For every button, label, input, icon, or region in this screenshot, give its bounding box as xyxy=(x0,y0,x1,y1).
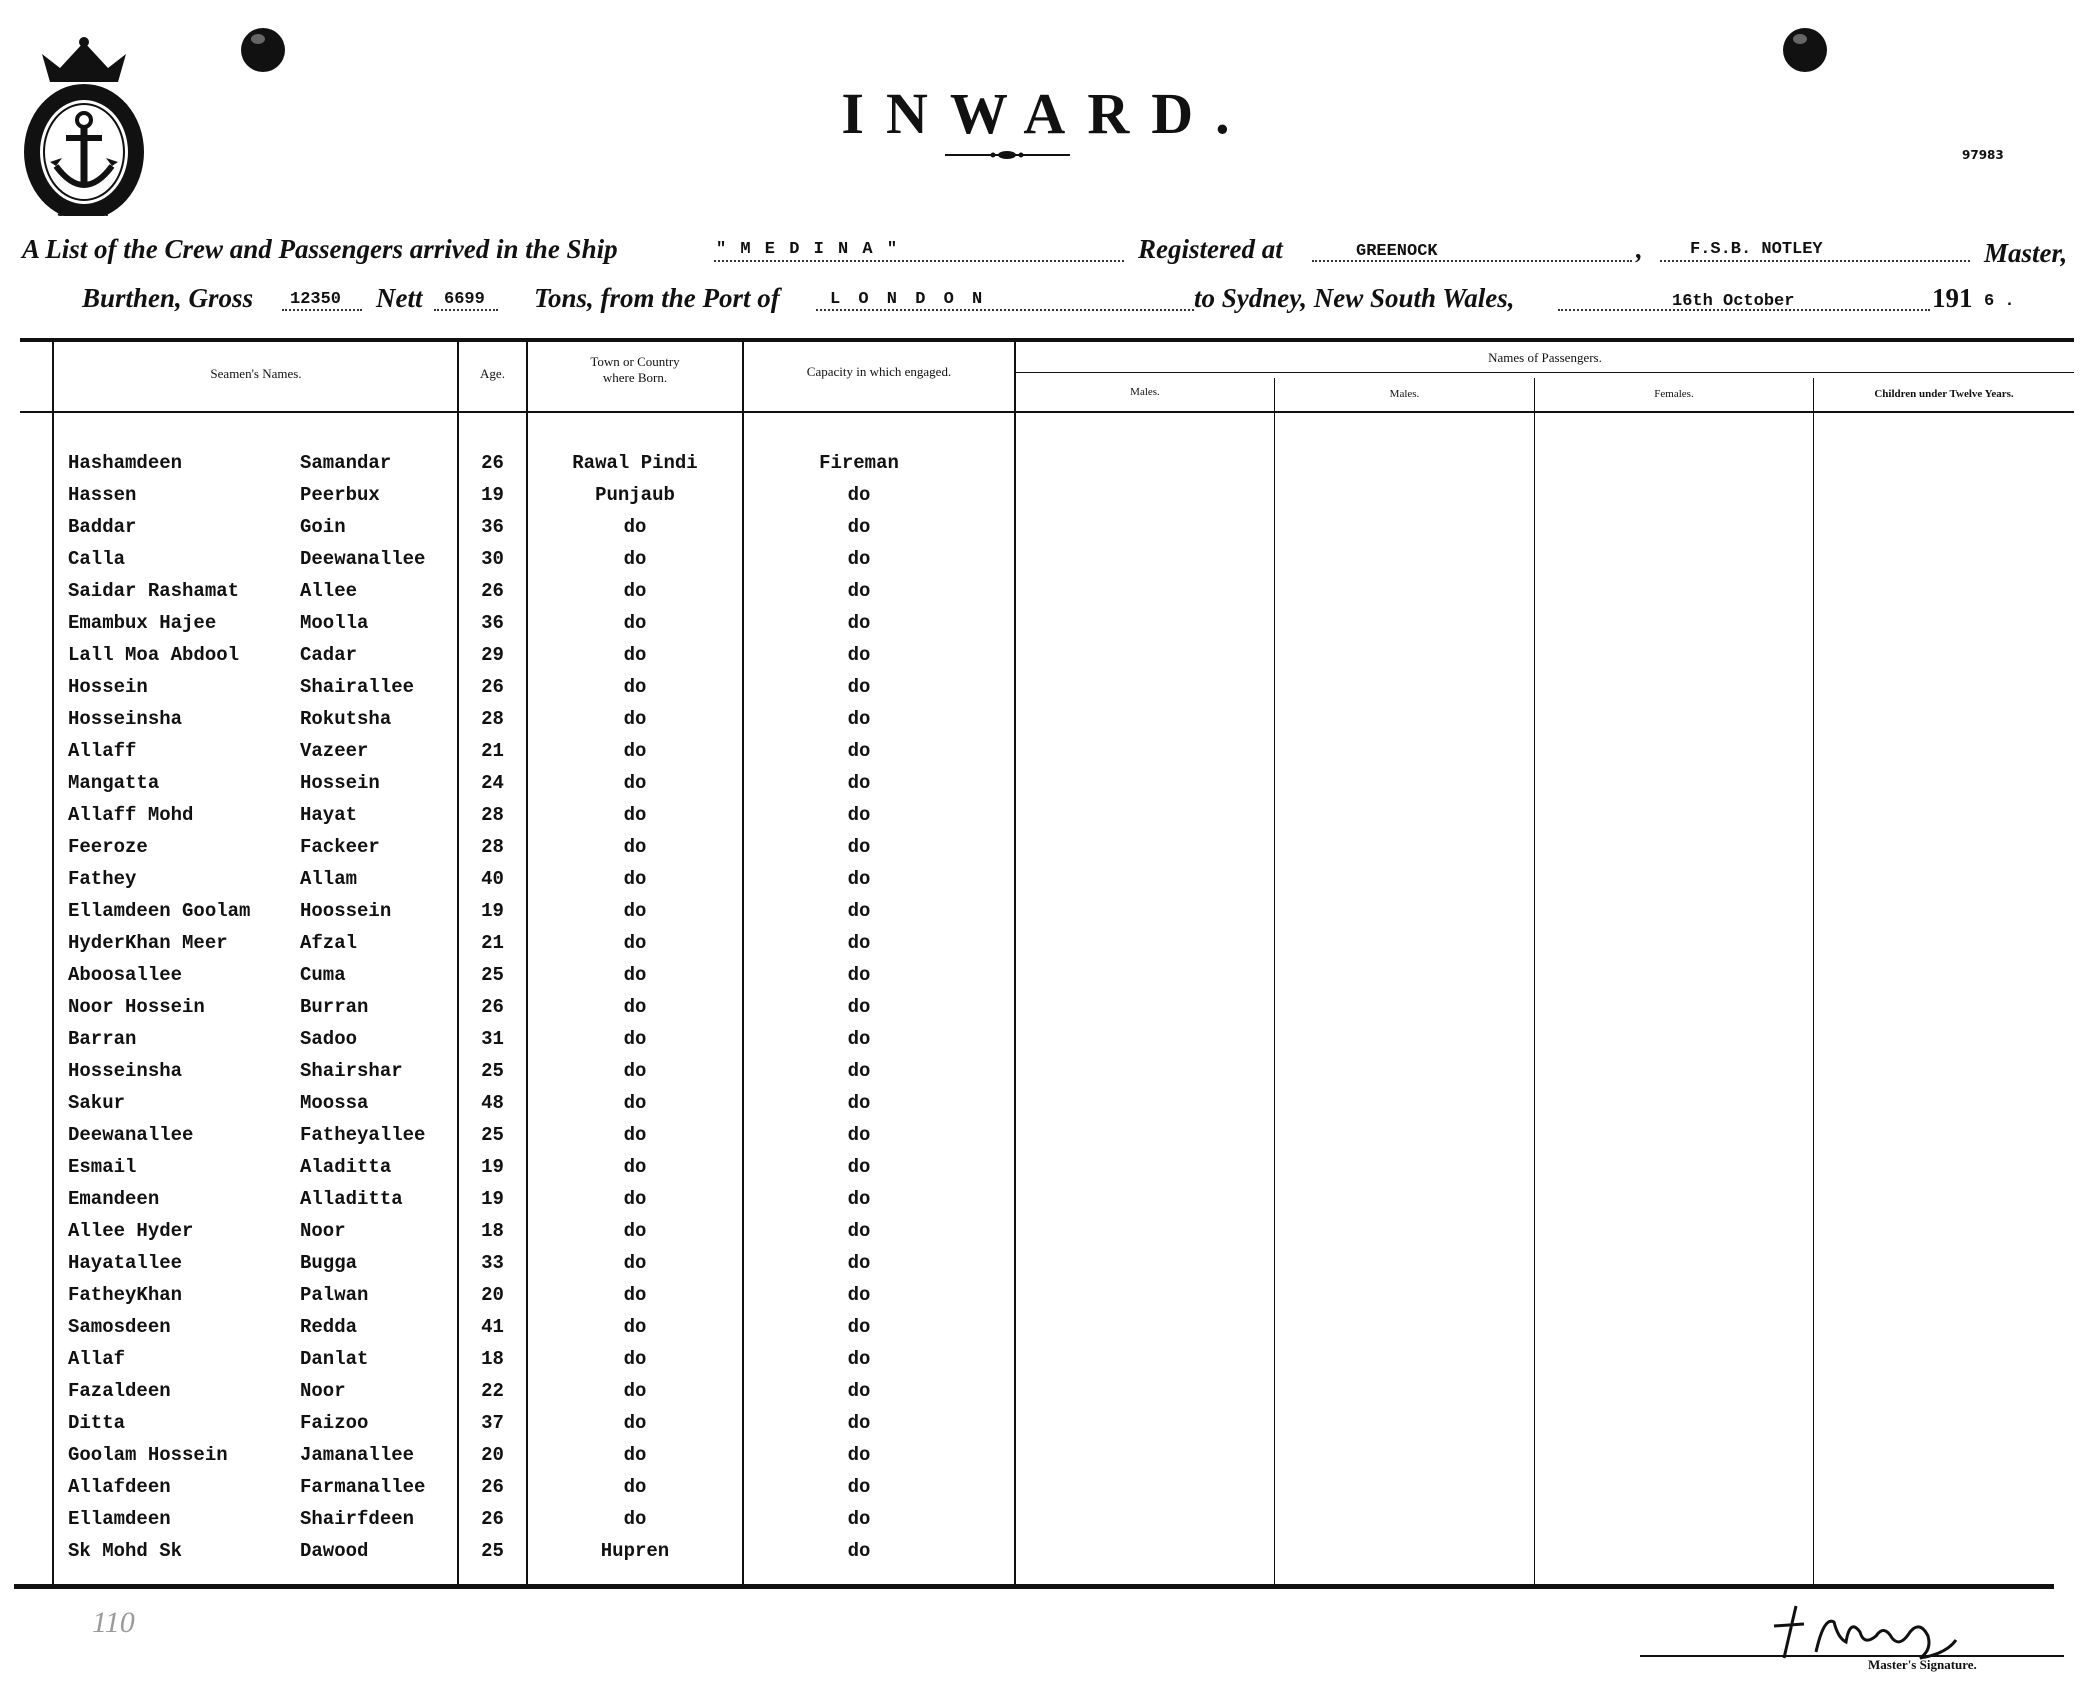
header-males-2: Males. xyxy=(1389,388,1420,400)
crew-capacity: do xyxy=(847,676,871,698)
crew-last-name: Samandar xyxy=(300,452,392,474)
crew-age: 31 xyxy=(481,1028,504,1050)
crew-age: 18 xyxy=(481,1348,504,1370)
punch-hole-left xyxy=(241,28,285,72)
crew-age: 26 xyxy=(481,1476,504,1498)
crew-capacity: do xyxy=(847,1412,871,1434)
crew-age: 19 xyxy=(481,484,504,506)
crew-last-name: Dawood xyxy=(300,1540,369,1562)
crew-first-name: Allee Hyder xyxy=(68,1220,194,1242)
crew-last-name: Deewanallee xyxy=(300,548,426,570)
header-age: Age. xyxy=(480,366,505,381)
crew-town-born: do xyxy=(623,516,647,538)
crew-capacity: do xyxy=(847,836,871,858)
crew-age: 26 xyxy=(481,452,504,474)
header-females: Females. xyxy=(1654,388,1694,400)
crew-age: 33 xyxy=(481,1252,504,1274)
crew-town-born: do xyxy=(623,1476,647,1498)
master-name: F.S.B. NOTLEY xyxy=(1690,240,1823,259)
master-signature-label: Master's Signature. xyxy=(1868,1657,1977,1672)
table-top-rule xyxy=(20,338,2074,342)
crew-first-name: Ditta xyxy=(68,1412,126,1434)
crew-capacity: do xyxy=(847,1284,871,1306)
crew-capacity: do xyxy=(847,996,871,1018)
crew-first-name: Hayatallee xyxy=(68,1252,183,1274)
crew-last-name: Hossein xyxy=(300,772,380,794)
handwritten-signature-icon xyxy=(1760,1598,1960,1662)
crew-last-name: Allam xyxy=(300,868,358,890)
crew-last-name: Fackeer xyxy=(300,836,380,858)
col-rule-passengers xyxy=(1014,340,1016,1584)
crew-last-name: Alladitta xyxy=(300,1188,403,1210)
crew-town-born: do xyxy=(623,1316,647,1338)
crew-first-name: Fazaldeen xyxy=(68,1380,171,1402)
crew-town-born: do xyxy=(623,900,647,922)
crew-town-born: do xyxy=(623,1348,647,1370)
crew-town-born: do xyxy=(623,1284,647,1306)
crew-last-name: Goin xyxy=(300,516,346,538)
crew-first-name: Mangatta xyxy=(68,772,160,794)
crew-town-born: do xyxy=(623,804,647,826)
crew-capacity: do xyxy=(847,868,871,890)
crew-town-born: do xyxy=(623,868,647,890)
crew-age: 26 xyxy=(481,580,504,602)
crew-age: 36 xyxy=(481,516,504,538)
crew-last-name: Moossa xyxy=(300,1092,369,1114)
crew-first-name: FatheyKhan xyxy=(68,1284,183,1306)
crew-last-name: Hoossein xyxy=(300,900,392,922)
crew-town-born: do xyxy=(623,1060,647,1082)
crew-last-name: Jamanallee xyxy=(300,1444,415,1466)
crew-capacity: do xyxy=(847,548,871,570)
crew-age: 19 xyxy=(481,1156,504,1178)
arrival-date: 16th October xyxy=(1672,292,1795,311)
header-seamens-names: Seamen's Names. xyxy=(210,366,302,381)
crew-town-born: do xyxy=(623,1188,647,1210)
crew-first-name: Ellamdeen Goolam xyxy=(68,900,251,922)
title-ornament-icon xyxy=(945,150,1070,160)
crew-first-name: Hosseinsha xyxy=(68,708,183,730)
crew-age: 19 xyxy=(481,900,504,922)
crew-capacity: do xyxy=(847,1060,871,1082)
crew-age: 25 xyxy=(481,1124,504,1146)
crew-first-name: Allaff xyxy=(68,740,137,762)
crew-town-born: do xyxy=(623,580,647,602)
crew-age: 26 xyxy=(481,676,504,698)
port-of-departure: L O N D O N xyxy=(830,290,987,309)
crew-first-name: Baddar xyxy=(68,516,137,538)
crew-last-name: Farmanallee xyxy=(300,1476,426,1498)
crew-last-name: Aladitta xyxy=(300,1156,392,1178)
crew-last-name: Fatheyallee xyxy=(300,1124,426,1146)
registered-port: GREENOCK xyxy=(1356,242,1438,261)
crew-age: 40 xyxy=(481,868,504,890)
crew-capacity: do xyxy=(847,1028,871,1050)
crew-last-name: Hayat xyxy=(300,804,358,826)
year-prefix: 191 xyxy=(1932,283,1973,313)
crew-capacity: do xyxy=(847,1220,871,1242)
header-bottom-rule xyxy=(20,411,2074,413)
crew-town-born: do xyxy=(623,1508,647,1530)
crew-capacity: do xyxy=(847,1476,871,1498)
passenger-header-rule xyxy=(1016,372,2074,373)
crew-town-born: do xyxy=(623,548,647,570)
crew-capacity: do xyxy=(847,1252,871,1274)
crew-capacity: do xyxy=(847,1444,871,1466)
crew-first-name: Lall Moa Abdool xyxy=(68,644,240,666)
crew-last-name: Burran xyxy=(300,996,369,1018)
crew-town-born: do xyxy=(623,612,647,634)
table-bottom-rule xyxy=(14,1584,2054,1589)
crew-age: 41 xyxy=(481,1316,504,1338)
crew-last-name: Shairallee xyxy=(300,676,415,698)
crew-capacity: do xyxy=(847,1508,871,1530)
crew-last-name: Shairshar xyxy=(300,1060,403,1082)
crew-last-name: Shairfdeen xyxy=(300,1508,415,1530)
registered-comma: , xyxy=(1636,234,1643,264)
crew-first-name: Ellamdeen xyxy=(68,1508,171,1530)
crew-town-born: do xyxy=(623,1092,647,1114)
crew-town-born: do xyxy=(623,1124,647,1146)
punch-hole-right xyxy=(1783,28,1827,72)
crew-age: 30 xyxy=(481,548,504,570)
crew-first-name: Hashamdeen xyxy=(68,452,183,474)
crew-town-born: do xyxy=(623,772,647,794)
crew-age: 25 xyxy=(481,1060,504,1082)
ship-name: " M E D I N A " xyxy=(716,240,900,259)
crew-age: 37 xyxy=(481,1412,504,1434)
col-rule-left xyxy=(52,340,54,1584)
port-dotline xyxy=(816,309,1194,311)
crew-town-born: do xyxy=(623,676,647,698)
header-town: Town or Country where Born. xyxy=(590,354,680,385)
crew-capacity: do xyxy=(847,804,871,826)
crew-first-name: Barran xyxy=(68,1028,137,1050)
crew-first-name: Sk Mohd Sk xyxy=(68,1540,183,1562)
crew-town-born: do xyxy=(623,1220,647,1242)
crew-first-name: Fathey xyxy=(68,868,137,890)
crew-first-name: Samosdeen xyxy=(68,1316,171,1338)
crew-capacity: do xyxy=(847,1540,871,1562)
burthen-gross-label: Burthen, Gross xyxy=(82,283,254,313)
crew-town-born: do xyxy=(623,708,647,730)
crew-last-name: Faizoo xyxy=(300,1412,369,1434)
crew-last-name: Rokutsha xyxy=(300,708,392,730)
crew-town-born: do xyxy=(623,1444,647,1466)
crew-first-name: HyderKhan Meer xyxy=(68,932,228,954)
crew-last-name: Allee xyxy=(300,580,358,602)
year-suffix: 6 . xyxy=(1984,292,2015,311)
page-title: INWARD. xyxy=(841,81,1252,146)
crew-town-born: Punjaub xyxy=(595,484,675,506)
crew-age: 24 xyxy=(481,772,504,794)
crew-first-name: Calla xyxy=(68,548,126,570)
crew-first-name: Allaff Mohd xyxy=(68,804,194,826)
crew-capacity: do xyxy=(847,580,871,602)
crew-last-name: Redda xyxy=(300,1316,358,1338)
crew-last-name: Noor xyxy=(300,1380,346,1402)
crew-age: 36 xyxy=(481,612,504,634)
master-label: Master, xyxy=(1984,238,2068,268)
crew-capacity: do xyxy=(847,484,871,506)
crew-first-name: Deewanallee xyxy=(68,1124,194,1146)
registered-label: Registered at xyxy=(1138,234,1283,264)
crew-age: 26 xyxy=(481,1508,504,1530)
crew-list-intro: A List of the Crew and Passengers arrived in the Ship xyxy=(22,234,618,264)
crew-age: 29 xyxy=(481,644,504,666)
crew-age: 25 xyxy=(481,1540,504,1562)
header-males-1: Males. xyxy=(1130,386,1160,398)
crew-town-born: do xyxy=(623,1156,647,1178)
crew-age: 20 xyxy=(481,1444,504,1466)
header-children: Children under Twelve Years. xyxy=(1874,388,2014,400)
crew-first-name: Hossein xyxy=(68,676,148,698)
crew-town-born: do xyxy=(623,964,647,986)
crew-last-name: Vazeer xyxy=(300,740,369,762)
col-rule-males2 xyxy=(1274,378,1275,1584)
crew-capacity: do xyxy=(847,1348,871,1370)
crew-last-name: Peerbux xyxy=(300,484,380,506)
master-dotline xyxy=(1660,260,1970,262)
crew-first-name: Emandeen xyxy=(68,1188,160,1210)
crew-age: 28 xyxy=(481,708,504,730)
crew-town-born: do xyxy=(623,644,647,666)
crew-capacity: do xyxy=(847,1124,871,1146)
crew-capacity: do xyxy=(847,1156,871,1178)
crew-capacity: do xyxy=(847,964,871,986)
crew-first-name: Saidar Rashamat xyxy=(68,580,240,602)
margin-note: 110 xyxy=(92,1606,135,1639)
crew-age: 22 xyxy=(481,1380,504,1402)
crew-capacity: do xyxy=(847,1380,871,1402)
crew-age: 48 xyxy=(481,1092,504,1114)
col-rule-females xyxy=(1534,378,1535,1584)
seal-text: SYDNEY xyxy=(56,205,112,216)
nett-tons: 6699 xyxy=(444,290,485,309)
crew-age: 26 xyxy=(481,996,504,1018)
crew-age: 20 xyxy=(481,1284,504,1306)
nett-dotline xyxy=(434,309,498,311)
nett-label: Nett xyxy=(376,283,423,313)
crew-capacity: do xyxy=(847,1316,871,1338)
gross-dotline xyxy=(282,309,362,311)
crew-capacity: do xyxy=(847,772,871,794)
gross-tons: 12350 xyxy=(290,290,342,309)
crew-capacity: do xyxy=(847,708,871,730)
crew-last-name: Cadar xyxy=(300,644,358,666)
crew-first-name: Esmail xyxy=(68,1156,137,1178)
crew-capacity: do xyxy=(847,1092,871,1114)
crew-first-name: Aboosallee xyxy=(68,964,183,986)
crew-last-name: Sadoo xyxy=(300,1028,358,1050)
crew-age: 19 xyxy=(481,1188,504,1210)
col-rule-children xyxy=(1813,378,1814,1584)
crew-last-name: Danlat xyxy=(300,1348,369,1370)
crew-first-name: Noor Hossein xyxy=(68,996,205,1018)
crew-last-name: Palwan xyxy=(300,1284,369,1306)
crew-town-born: do xyxy=(623,836,647,858)
crew-capacity: do xyxy=(847,932,871,954)
crew-last-name: Noor xyxy=(300,1220,346,1242)
ship-dotline xyxy=(714,260,1124,262)
crew-capacity: do xyxy=(847,740,871,762)
header-passengers: Names of Passengers. xyxy=(1488,350,1602,365)
crew-capacity: do xyxy=(847,644,871,666)
crew-last-name: Bugga xyxy=(300,1252,358,1274)
crew-last-name: Cuma xyxy=(300,964,346,986)
crew-first-name: Hosseinsha xyxy=(68,1060,183,1082)
crew-first-name: Emambux Hajee xyxy=(68,612,217,634)
tons-port-label: Tons, from the Port of xyxy=(534,283,780,313)
crew-town-born: do xyxy=(623,1380,647,1402)
crew-town-born: Rawal Pindi xyxy=(572,452,698,474)
crew-age: 28 xyxy=(481,804,504,826)
crew-town-born: do xyxy=(623,1252,647,1274)
crew-town-born: Hupren xyxy=(600,1540,670,1562)
crew-age: 25 xyxy=(481,964,504,986)
crew-first-name: Hassen xyxy=(68,484,137,506)
crew-town-born: do xyxy=(623,996,647,1018)
crew-age: 21 xyxy=(481,932,504,954)
crew-town-born: do xyxy=(623,1028,647,1050)
crew-town-born: do xyxy=(623,932,647,954)
crew-capacity: do xyxy=(847,612,871,634)
crew-last-name: Moolla xyxy=(300,612,369,634)
crew-first-name: Goolam Hossein xyxy=(68,1444,228,1466)
document-number: 97983 xyxy=(1962,148,2004,162)
header-capacity: Capacity in which engaged. xyxy=(806,364,952,379)
crew-age: 21 xyxy=(481,740,504,762)
crew-first-name: Feeroze xyxy=(68,836,148,858)
crew-first-name: Allafdeen xyxy=(68,1476,171,1498)
crew-first-name: Sakur xyxy=(68,1092,126,1114)
crew-town-born: do xyxy=(623,740,647,762)
crew-capacity: Fireman xyxy=(819,452,899,474)
crew-capacity: do xyxy=(847,516,871,538)
crew-town-born: do xyxy=(623,1412,647,1434)
crew-first-name: Allaf xyxy=(68,1348,126,1370)
crew-last-name: Afzal xyxy=(300,932,358,954)
crew-age: 18 xyxy=(481,1220,504,1242)
destination-label: to Sydney, New South Wales, xyxy=(1194,283,1515,313)
crew-capacity: do xyxy=(847,1188,871,1210)
crew-capacity: do xyxy=(847,900,871,922)
crew-age: 28 xyxy=(481,836,504,858)
